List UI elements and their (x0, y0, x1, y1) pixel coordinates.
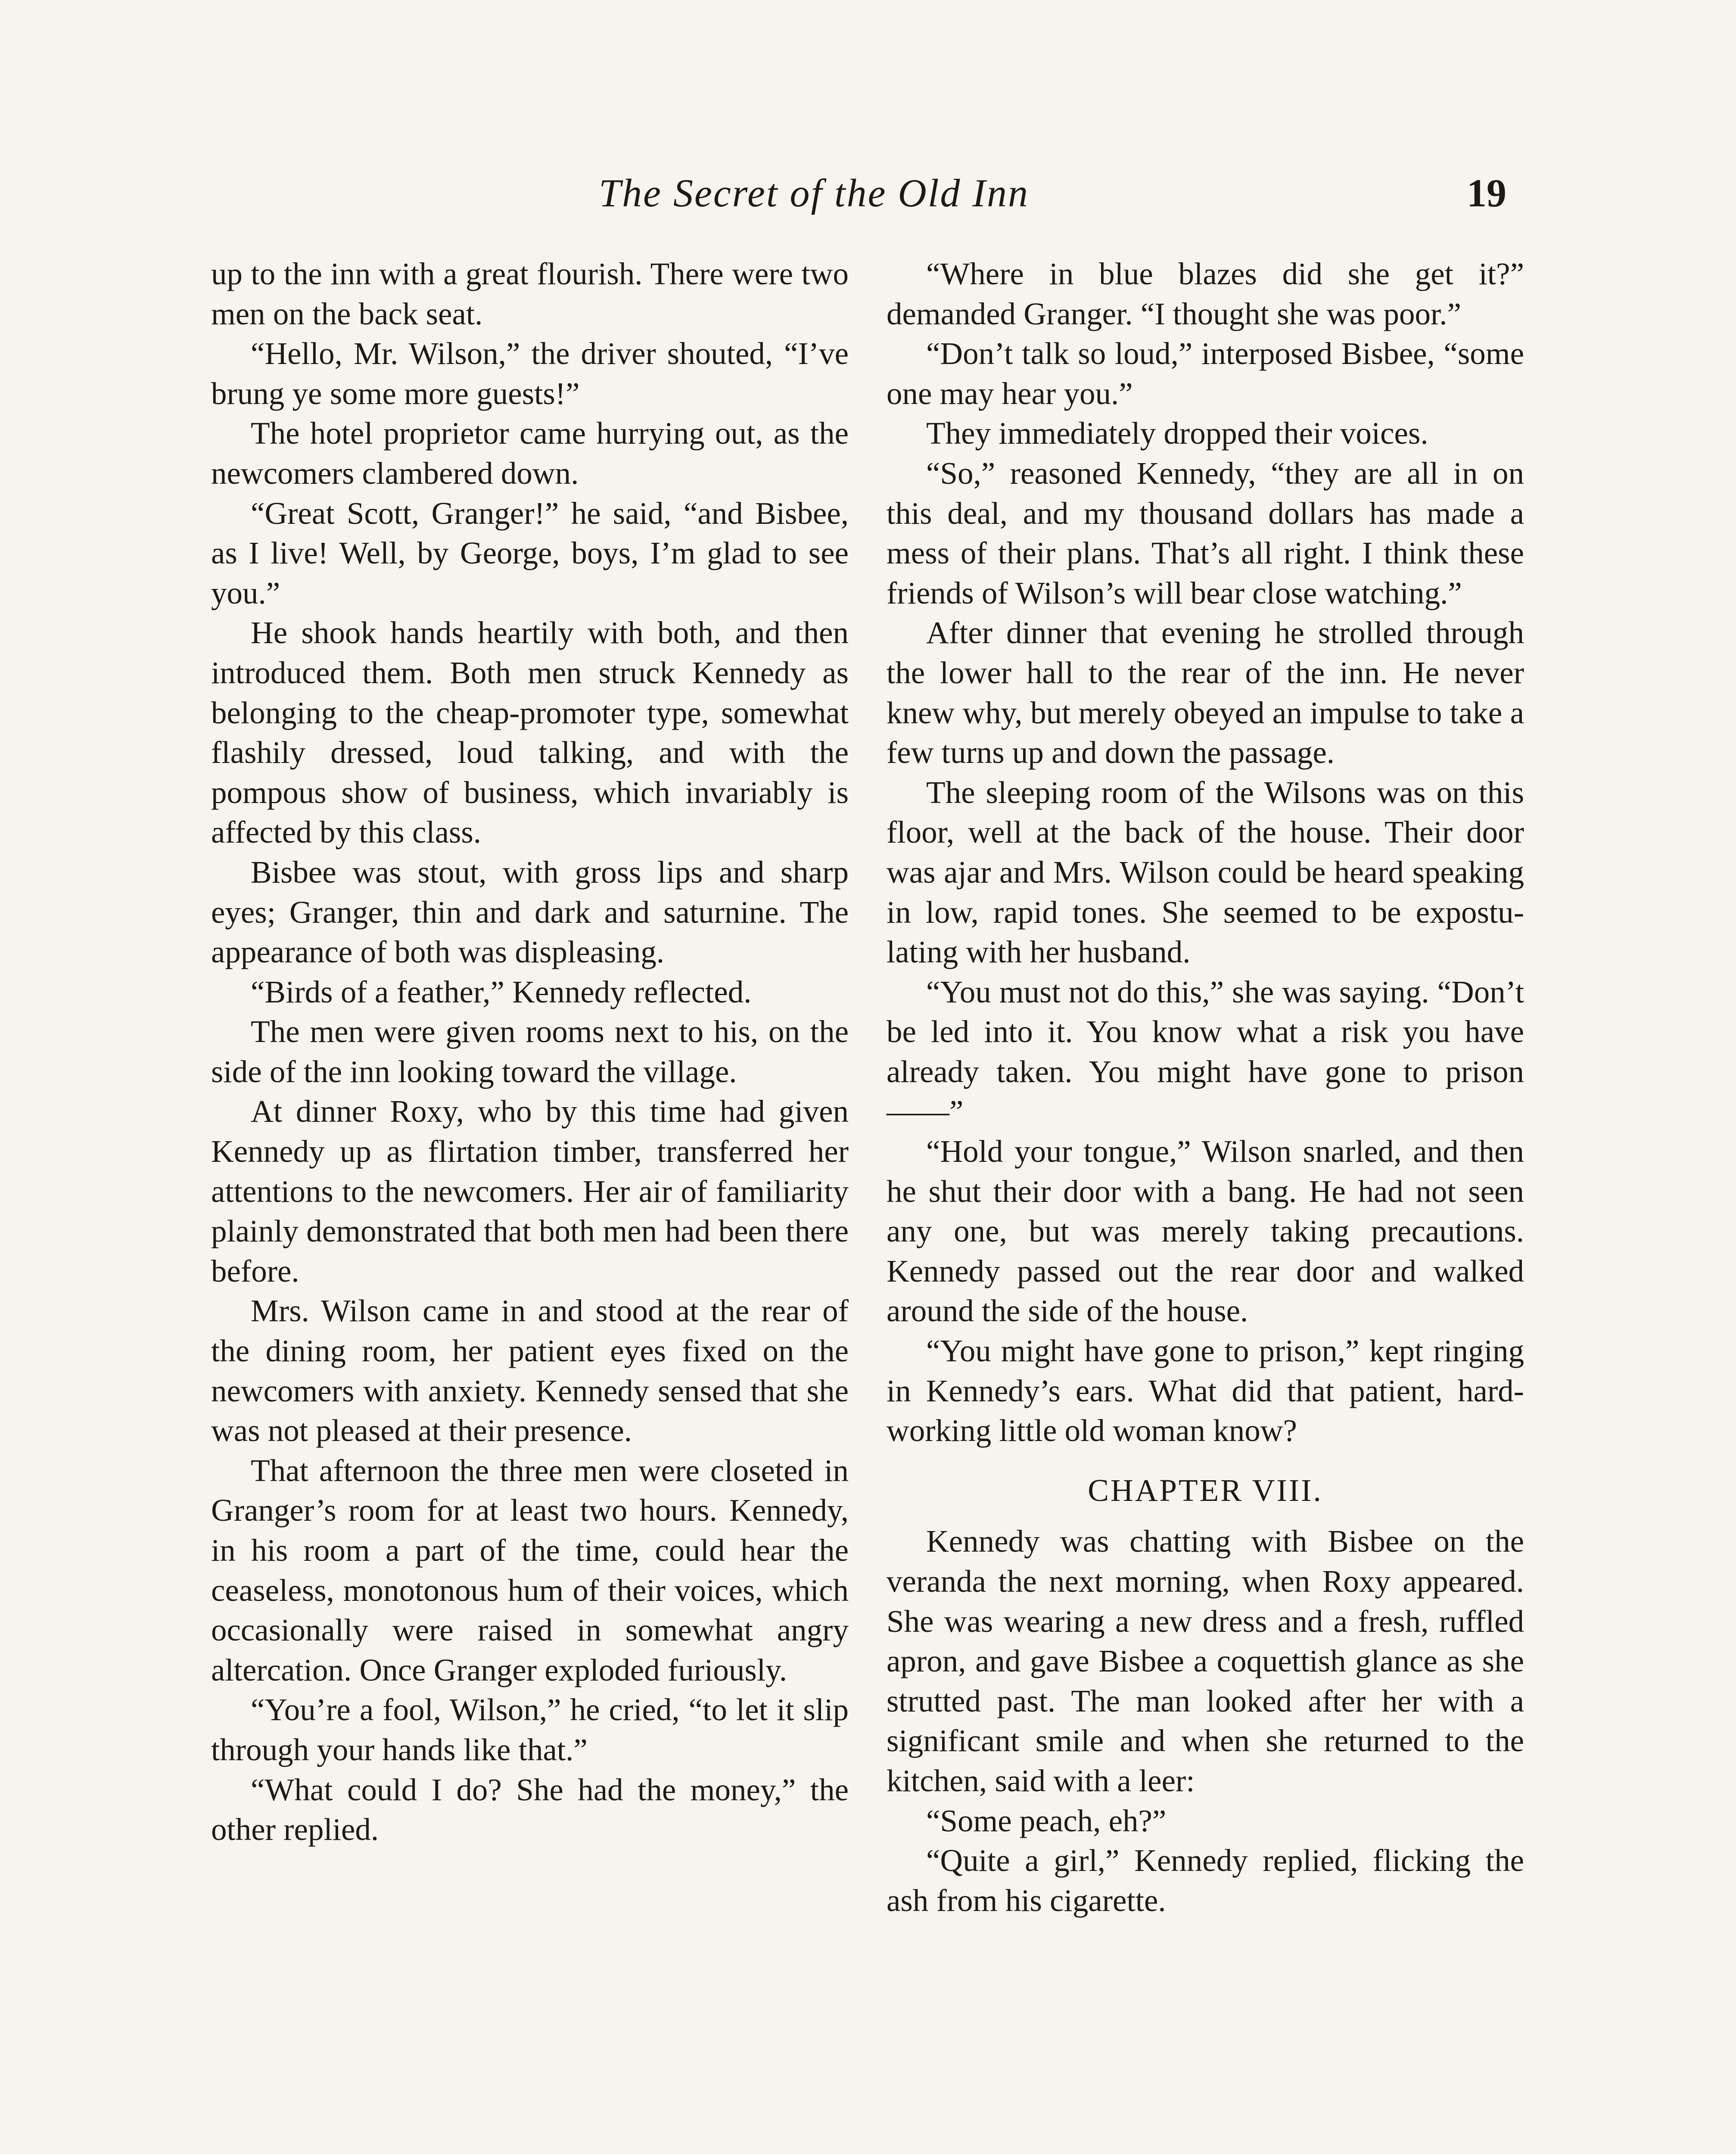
paragraph: “Some peach, eh?” (926, 1803, 1167, 1838)
paragraph: “Great Scott, Granger!” he said, “and Bisbee, as I live! Well, by George, boys, I’m glad to see you.” (211, 495, 849, 610)
paragraph: “So,” reasoned Kennedy, “they are all in on this deal, and my thousand dollars has made a mess of their plans. That’s all right. I think these friends of Wilson’s will bear close watching.” (887, 455, 1524, 610)
right-column (887, 254, 1524, 1921)
paragraph: “Hold your tongue,” Wilson snarled, and then he shut their door with a bang. He had not seen any one, but was merely taking precautions. Kennedy passed out the rear door and walked around the side of the house. (887, 1134, 1524, 1329)
running-title: The Secret of the Old Inn (599, 171, 1030, 215)
page-number: 19 (1467, 171, 1506, 215)
paragraph: “Birds of a feather,” Kennedy reflected. (251, 974, 752, 1009)
paragraph: “You must not do this,” she was saying. “Don’t be led into it. You know what a risk you have already taken. You might have gone to prison——” (887, 974, 1524, 1129)
paragraph: That afternoon the three men were closeted in Granger’s room for at least two hours. Kennedy, in his room a part of the time, could hear the ceaseless, monotonous hum of their voices, which occasionally were raised in somewhat angry altercation. Once Granger exploded furiously. (211, 1453, 849, 1687)
paragraph: “Quite a girl,” Kennedy replied, flicking the ash from his cigarette. (887, 1843, 1524, 1918)
paragraph: “You’re a fool, Wilson,” he cried, “to let it slip through your hands like that.” (211, 1692, 849, 1767)
paragraph: The men were given rooms next to his, on the side of the inn looking toward the village. (211, 1014, 849, 1089)
paragraph: “Hello, Mr. Wilson,” the driver shouted, “I’ve brung ye some more guests!” (211, 336, 849, 411)
paragraph: Bisbee was stout, with gross lips and sharp eyes; Granger, thin and dark and saturnine. The appearance of both was displeasing. (211, 854, 849, 970)
paragraph: He shook hands heartily with both, and then introduced them. Both men struck Kennedy as belonging to the cheap-promoter type, somewhat flashily dressed, loud talking, and with the pompous show of business, which invariably is affected by this class. (211, 615, 849, 850)
left-column (211, 254, 849, 1850)
page-header (0, 170, 1736, 230)
paragraph: “You might have gone to prison,” kept ringing in Kennedy’s ears. What did that patient, hard-working little old woman know? (887, 1333, 1524, 1448)
paragraph: The sleeping room of the Wilsons was on this floor, well at the back of the house. Their door was ajar and Mrs. Wilson could be heard speaking in low, rapid tones. She seemed to be expostulating with her husband. (887, 775, 1524, 970)
paragraph: “What could I do? She had the money,” the other replied. (211, 1772, 849, 1847)
paragraph: “Where in blue blazes did she get it?” demanded Granger. “I thought she was poor.” (887, 256, 1524, 331)
paragraph: After dinner that evening he strolled through the lower hall to the rear of the inn. He never knew why, but merely obeyed an impulse to take a few turns up and down the passage. (887, 615, 1524, 770)
paragraph: Mrs. Wilson came in and stood at the rear of the dining room, her patient eyes fixed on the newcomers with anxiety. Kennedy sensed that she was not pleased at their presence. (211, 1293, 849, 1448)
paragraph: Kennedy was chatting with Bisbee on the veranda the next morning, when Roxy appeared. She was wearing a new dress and a fresh, ruffled apron, and gave Bisbee a coquettish glance as she strutted past. The man looked after her with a significant smile and when she returned to the kitchen, said with a leer: (887, 1524, 1524, 1798)
paragraph: “Don’t talk so loud,” interposed Bisbee, “some one may hear you.” (887, 336, 1524, 411)
paragraph: up to the inn with a great flourish. There were two men on the back seat. (211, 256, 849, 331)
paragraph: They immediately dropped their voices. (926, 416, 1428, 451)
paragraph: The hotel proprietor came hurrying out, as the newcomers clambered down. (211, 416, 849, 491)
chapter-heading: CHAPTER VIII. (1088, 1472, 1323, 1508)
paragraph: At dinner Roxy, who by this time had given Kennedy up as flirtation timber, transferred her attentions to the newcomers. Her air of familiarity plainly demonstrated that both men had been there before. (211, 1094, 849, 1289)
